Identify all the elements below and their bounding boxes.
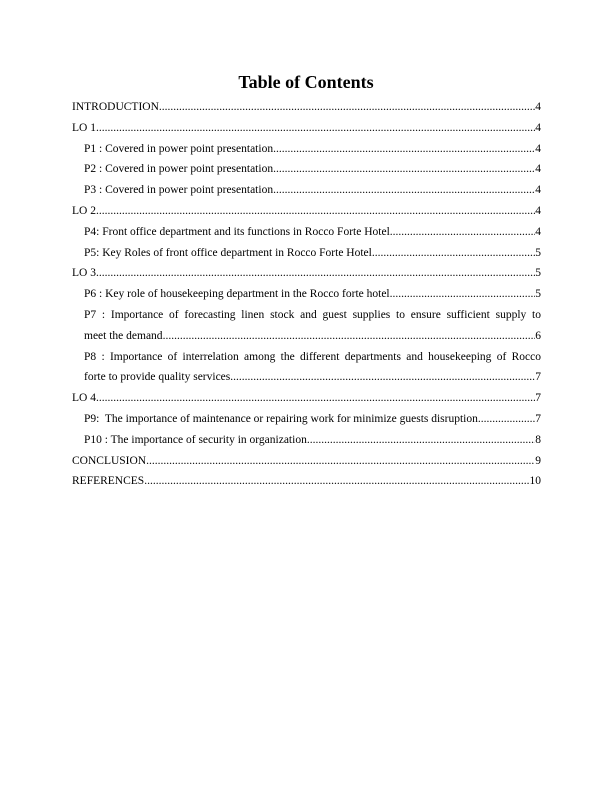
dot-leader bbox=[96, 263, 535, 284]
toc-entry-p1[interactable] bbox=[72, 139, 541, 160]
toc-entry-references[interactable] bbox=[72, 471, 541, 492]
toc-title: Table of Contents bbox=[238, 72, 374, 92]
toc-entry-page: 4 bbox=[535, 142, 541, 155]
dot-leader bbox=[390, 284, 536, 305]
dot-leader bbox=[478, 409, 535, 430]
toc-entry-page: 5 bbox=[535, 246, 541, 259]
dot-leader bbox=[144, 471, 529, 492]
toc-entry-p4[interactable] bbox=[72, 222, 541, 243]
toc-entry-label: P6 : Key role of housekeeping department in the Rocco forte hotel bbox=[84, 288, 390, 301]
toc-entry-lo2[interactable] bbox=[72, 201, 541, 222]
dot-leader bbox=[390, 222, 535, 243]
toc-entry-page: 4 bbox=[535, 163, 541, 176]
table-of-contents bbox=[72, 97, 541, 492]
dot-leader bbox=[96, 388, 535, 409]
toc-entry-page: 4 bbox=[535, 121, 541, 134]
toc-entry-label: P1 : Covered in power point presentation bbox=[84, 142, 274, 155]
toc-entry-label: P5: Key Roles of front office department in Rocco Forte Hotel bbox=[84, 246, 372, 259]
toc-entry-p7-line2 bbox=[84, 326, 541, 347]
dot-leader bbox=[230, 367, 535, 388]
toc-entry-page: 8 bbox=[535, 433, 541, 446]
toc-entry-label-line2: meet the demand bbox=[84, 329, 163, 342]
toc-entry-label: P2 : Covered in power point presentation bbox=[84, 163, 274, 176]
toc-entry-p8-line2 bbox=[84, 367, 541, 388]
toc-entry-p6[interactable] bbox=[72, 284, 541, 305]
toc-entry-lo4[interactable] bbox=[72, 388, 541, 409]
toc-entry-page: 6 bbox=[535, 329, 541, 342]
dot-leader bbox=[307, 430, 535, 451]
toc-entry-p5[interactable] bbox=[72, 243, 541, 264]
toc-entry-label-line1: P7 : Importance of forecasting linen stock and guest supplies to ensure sufficient supply to bbox=[84, 308, 541, 321]
toc-entry-label-line2: forte to provide quality services bbox=[84, 371, 231, 384]
toc-entry-label: LO 2 bbox=[72, 204, 96, 217]
toc-entry-label: REFERENCES bbox=[72, 475, 145, 488]
dot-leader bbox=[273, 139, 535, 160]
toc-entry-p7[interactable] bbox=[72, 305, 541, 347]
toc-entry-label: P9: The importance of maintenance or repairing work for minimize guests disruption bbox=[84, 412, 478, 425]
toc-entry-p8[interactable] bbox=[72, 347, 541, 389]
toc-entry-label: P10 : The importance of security in organization bbox=[84, 433, 307, 446]
toc-entry-p9[interactable] bbox=[72, 409, 541, 430]
toc-entry-page: 4 bbox=[535, 204, 541, 217]
toc-entry-page: 4 bbox=[535, 184, 541, 197]
toc-entry-label: LO 3 bbox=[72, 267, 96, 280]
toc-entry-page: 5 bbox=[535, 288, 541, 301]
toc-entry-lo1[interactable] bbox=[72, 118, 541, 139]
toc-entry-introduction[interactable] bbox=[72, 97, 541, 118]
toc-entry-p10[interactable] bbox=[72, 430, 541, 451]
dot-leader bbox=[163, 326, 536, 347]
toc-entry-page: 9 bbox=[535, 454, 541, 467]
toc-entry-label: P4: Front office department and its functions in Rocco Forte Hotel bbox=[84, 225, 390, 238]
toc-entry-page: 7 bbox=[535, 371, 541, 384]
toc-entry-p3[interactable] bbox=[72, 180, 541, 201]
dot-leader bbox=[372, 243, 535, 264]
toc-entry-lo3[interactable] bbox=[72, 263, 541, 284]
toc-entry-p2[interactable] bbox=[72, 159, 541, 180]
toc-entry-label-line1: P8 : Importance of interrelation among the different departments and housekeeping of Rocco bbox=[84, 350, 541, 363]
toc-entry-page: 10 bbox=[529, 475, 541, 488]
toc-entry-page: 7 bbox=[535, 392, 541, 405]
toc-entry-conclusion[interactable] bbox=[72, 451, 541, 472]
dot-leader bbox=[159, 97, 535, 118]
dot-leader bbox=[146, 451, 535, 472]
toc-entry-page: 4 bbox=[535, 225, 541, 238]
dot-leader bbox=[96, 118, 535, 139]
dot-leader bbox=[273, 159, 535, 180]
toc-entry-label: LO 4 bbox=[72, 392, 96, 405]
toc-entry-page: 5 bbox=[535, 267, 541, 280]
toc-entry-label: INTRODUCTION bbox=[72, 101, 159, 113]
toc-entry-page: 4 bbox=[535, 101, 541, 113]
dot-leader bbox=[96, 201, 535, 222]
dot-leader bbox=[273, 180, 535, 201]
toc-entry-label: CONCLUSION bbox=[72, 454, 147, 467]
toc-entry-page: 7 bbox=[535, 412, 541, 425]
toc-entry-label: LO 1 bbox=[72, 121, 96, 134]
toc-entry-label: P3 : Covered in power point presentation bbox=[84, 184, 274, 197]
